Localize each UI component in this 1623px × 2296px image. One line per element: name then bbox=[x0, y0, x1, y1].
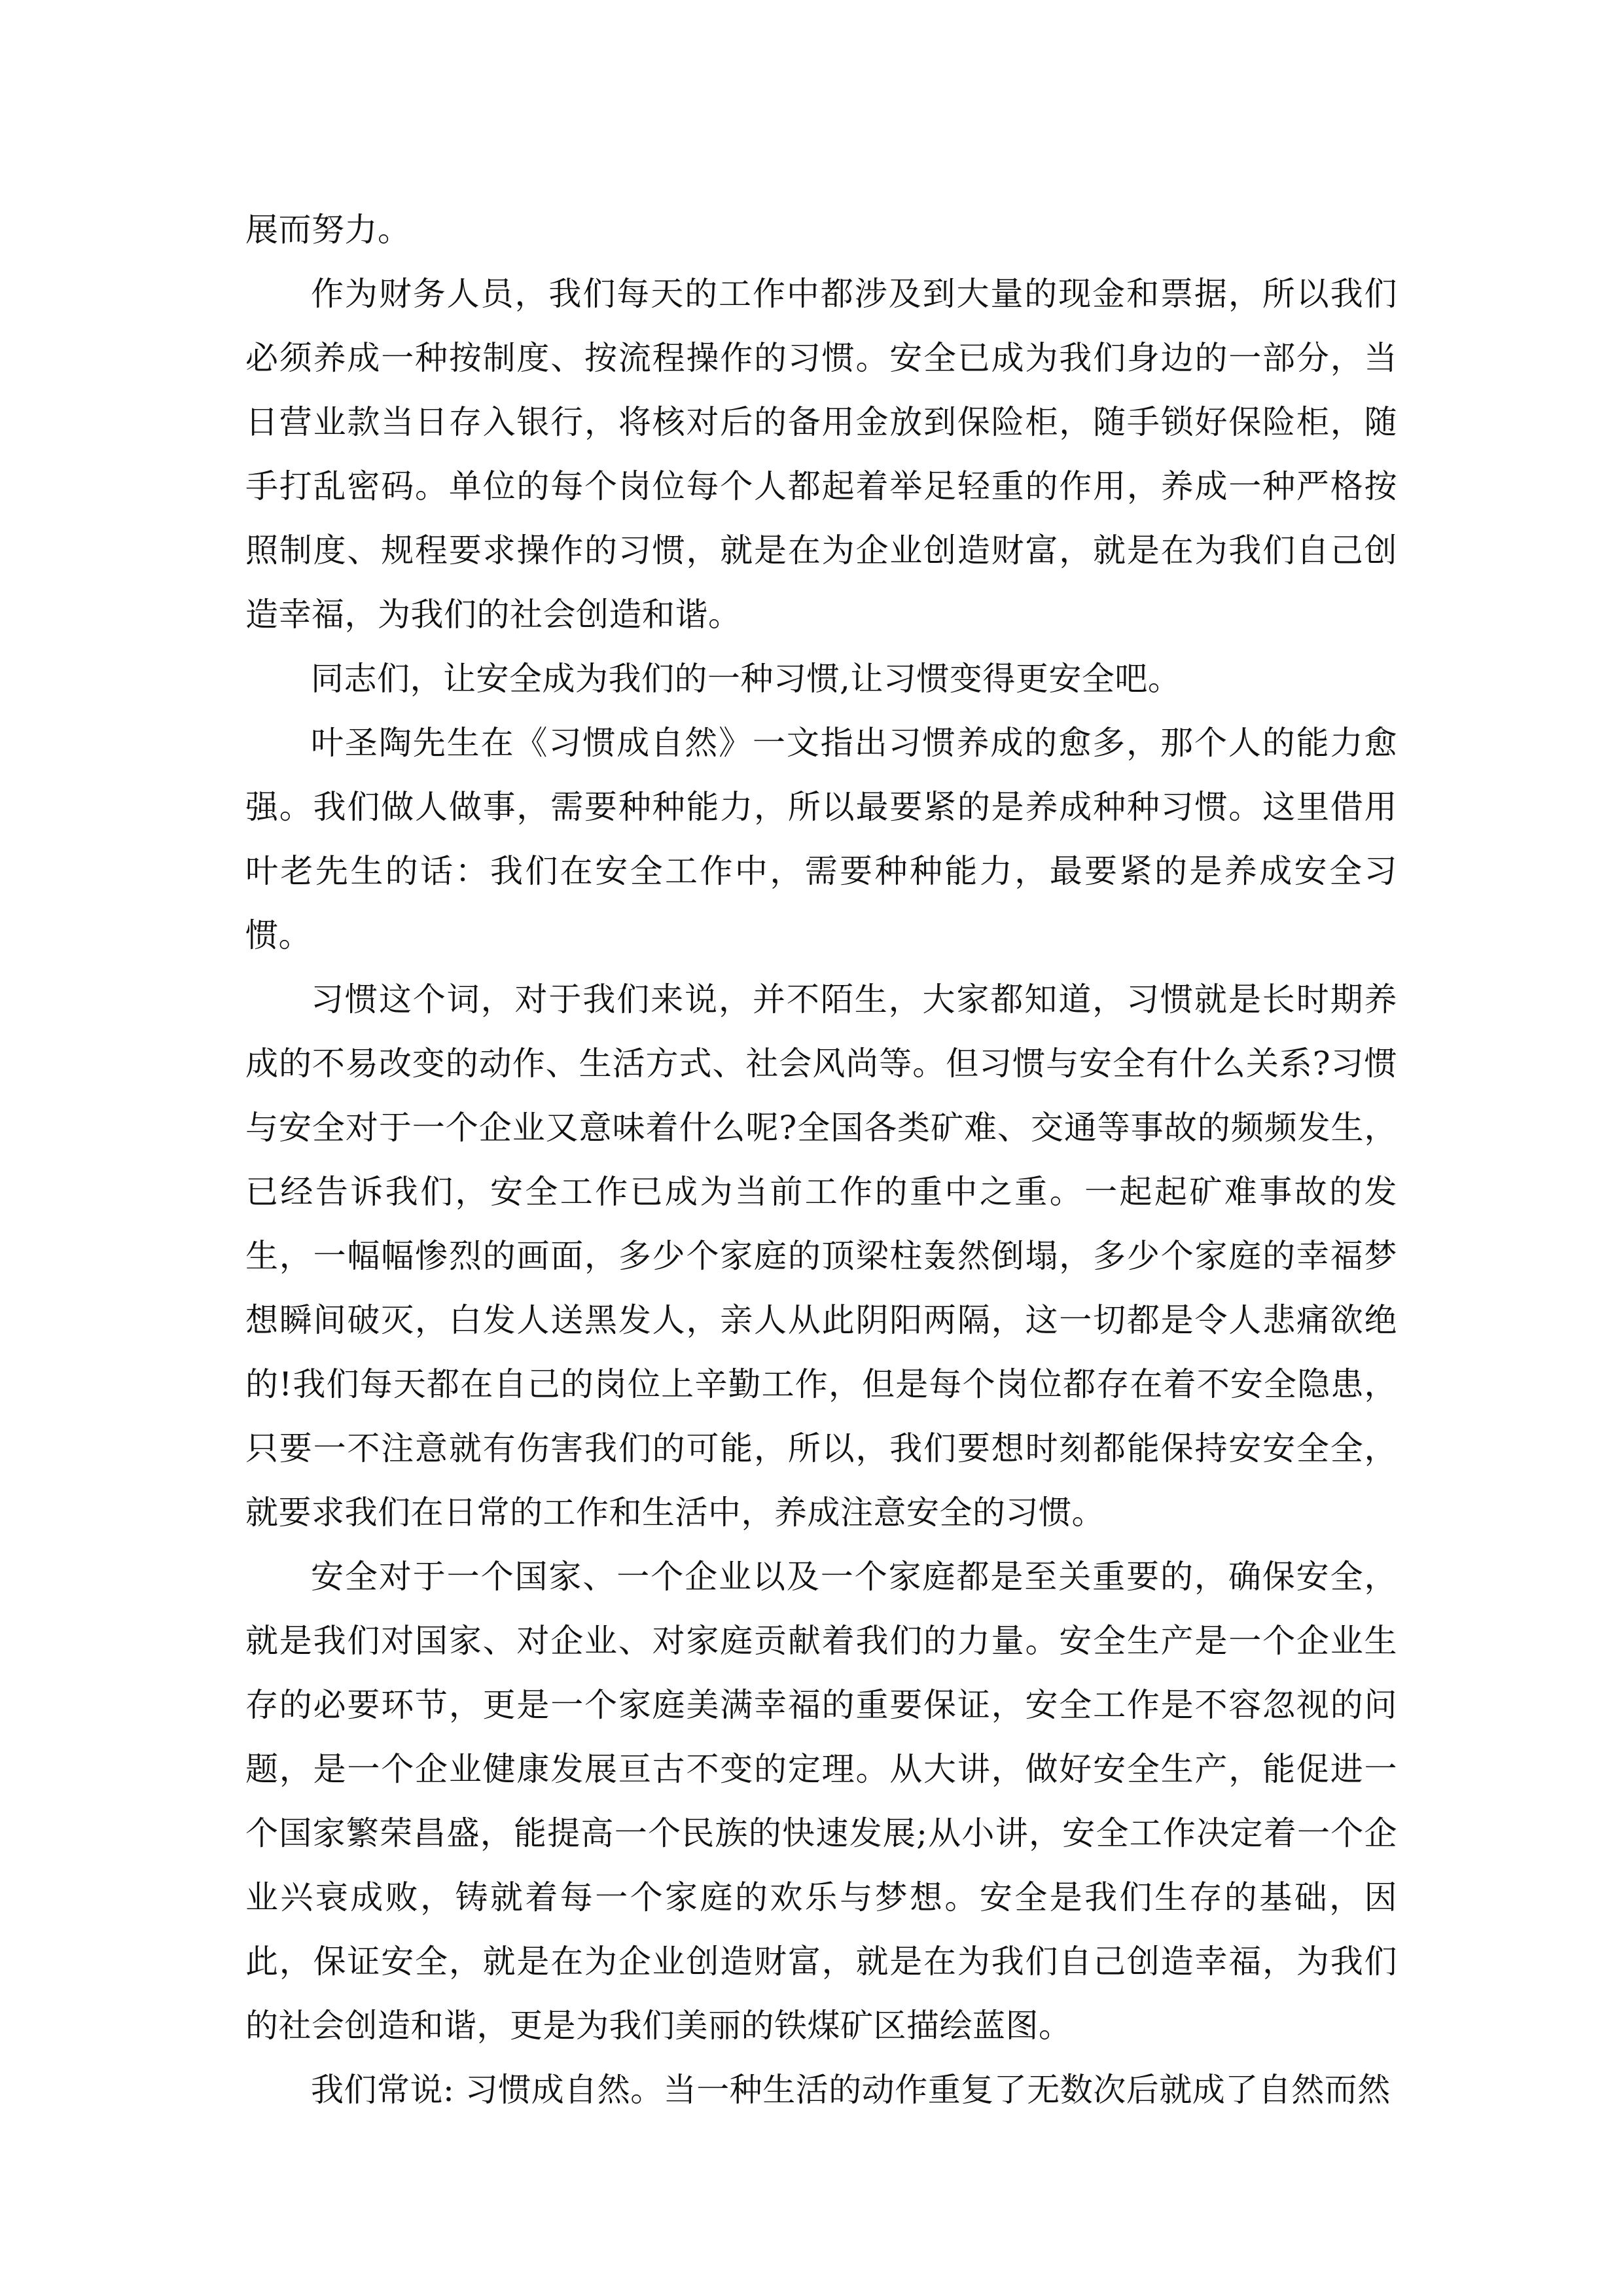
paragraph-safety-importance: 安全对于一个国家、一个企业以及一个家庭都是至关重要的，确保安全，就是我们对国家、对企业、对家庭贡献着我们的力量。安全生产是一个企业生存的必要环节，更是一个家庭美满幸福的重要保证，安全工作是不容忽视的问题，是一个企业健康发展亘古不变的定理。从大讲，做好安全生产，能促进一个国家繁荣昌盛，能提高一个民族的快速发展;从小讲，安全工作决定着一个企业兴衰成败，铸就着每一个家庭的欢乐与梦想。安全是我们生存的基础，因此，保证安全，就是在为企业创造财富，就是在为我们自己创造幸福，为我们的社会创造和谐，更是为我们美丽的铁煤矿区描绘蓝图。 bbox=[245, 1558, 1397, 2045]
paragraph-finance-staff: 作为财务人员，我们每天的工作中都涉及到大量的现金和票据，所以我们必须养成一种按制度、按流程操作的习惯。安全已成为我们身边的一部分，当日营业款当日存入银行，将核对后的备用金放到保险柜，随手锁好保险柜，随手打乱密码。单位的每个岗位每个人都起着举足轻重的作用，养成一种严格按照制度、规程要求操作的习惯，就是在为企业创造财富，就是在为我们自己创造幸福，为我们的社会创造和谐。 bbox=[245, 275, 1397, 634]
paragraph-ye-shengtao: 叶圣陶先生在《习惯成自然》一文指出习惯养成的愈多，那个人的能力愈强。我们做人做事，需要种种能力，所以最要紧的是养成种种习惯。这里借用叶老先生的话：我们在安全工作中，需要种种能力，最要紧的是养成安全习惯。 bbox=[245, 724, 1397, 954]
paragraph-comrades: 同志们，让安全成为我们的一种习惯,让习惯变得更安全吧。 bbox=[311, 660, 1181, 698]
paragraph-habit-nature: 我们常说: 习惯成自然。当一种生活的动作重复了无数次后就成了自然而然 bbox=[311, 2071, 1391, 2109]
paragraph-continued: 展而努力。 bbox=[245, 211, 411, 249]
body-text bbox=[245, 198, 1397, 2122]
paragraph-habit-meaning: 习惯这个词，对于我们来说，并不陌生，大家都知道，习惯就是长时期养成的不易改变的动作、生活方式、社会风尚等。但习惯与安全有什么关系?习惯与安全对于一个企业又意味着什么呢?全国各类矿难、交通等事故的频频发生，已经告诉我们，安全工作已成为当前工作的重中之重。一起起矿难事故的发生，一幅幅惨烈的画面，多少个家庭的顶梁柱轰然倒塌，多少个家庭的幸福梦想瞬间破灭，白发人送黑发人，亲人从此阴阳两隔，这一切都是令人悲痛欲绝的!我们每天都在自己的岗位上辛勤工作，但是每个岗位都存在着不安全隐患，只要一不注意就有伤害我们的可能，所以，我们要想时刻都能保持安安全全，就要求我们在日常的工作和生活中，养成注意安全的习惯。 bbox=[245, 980, 1397, 1532]
